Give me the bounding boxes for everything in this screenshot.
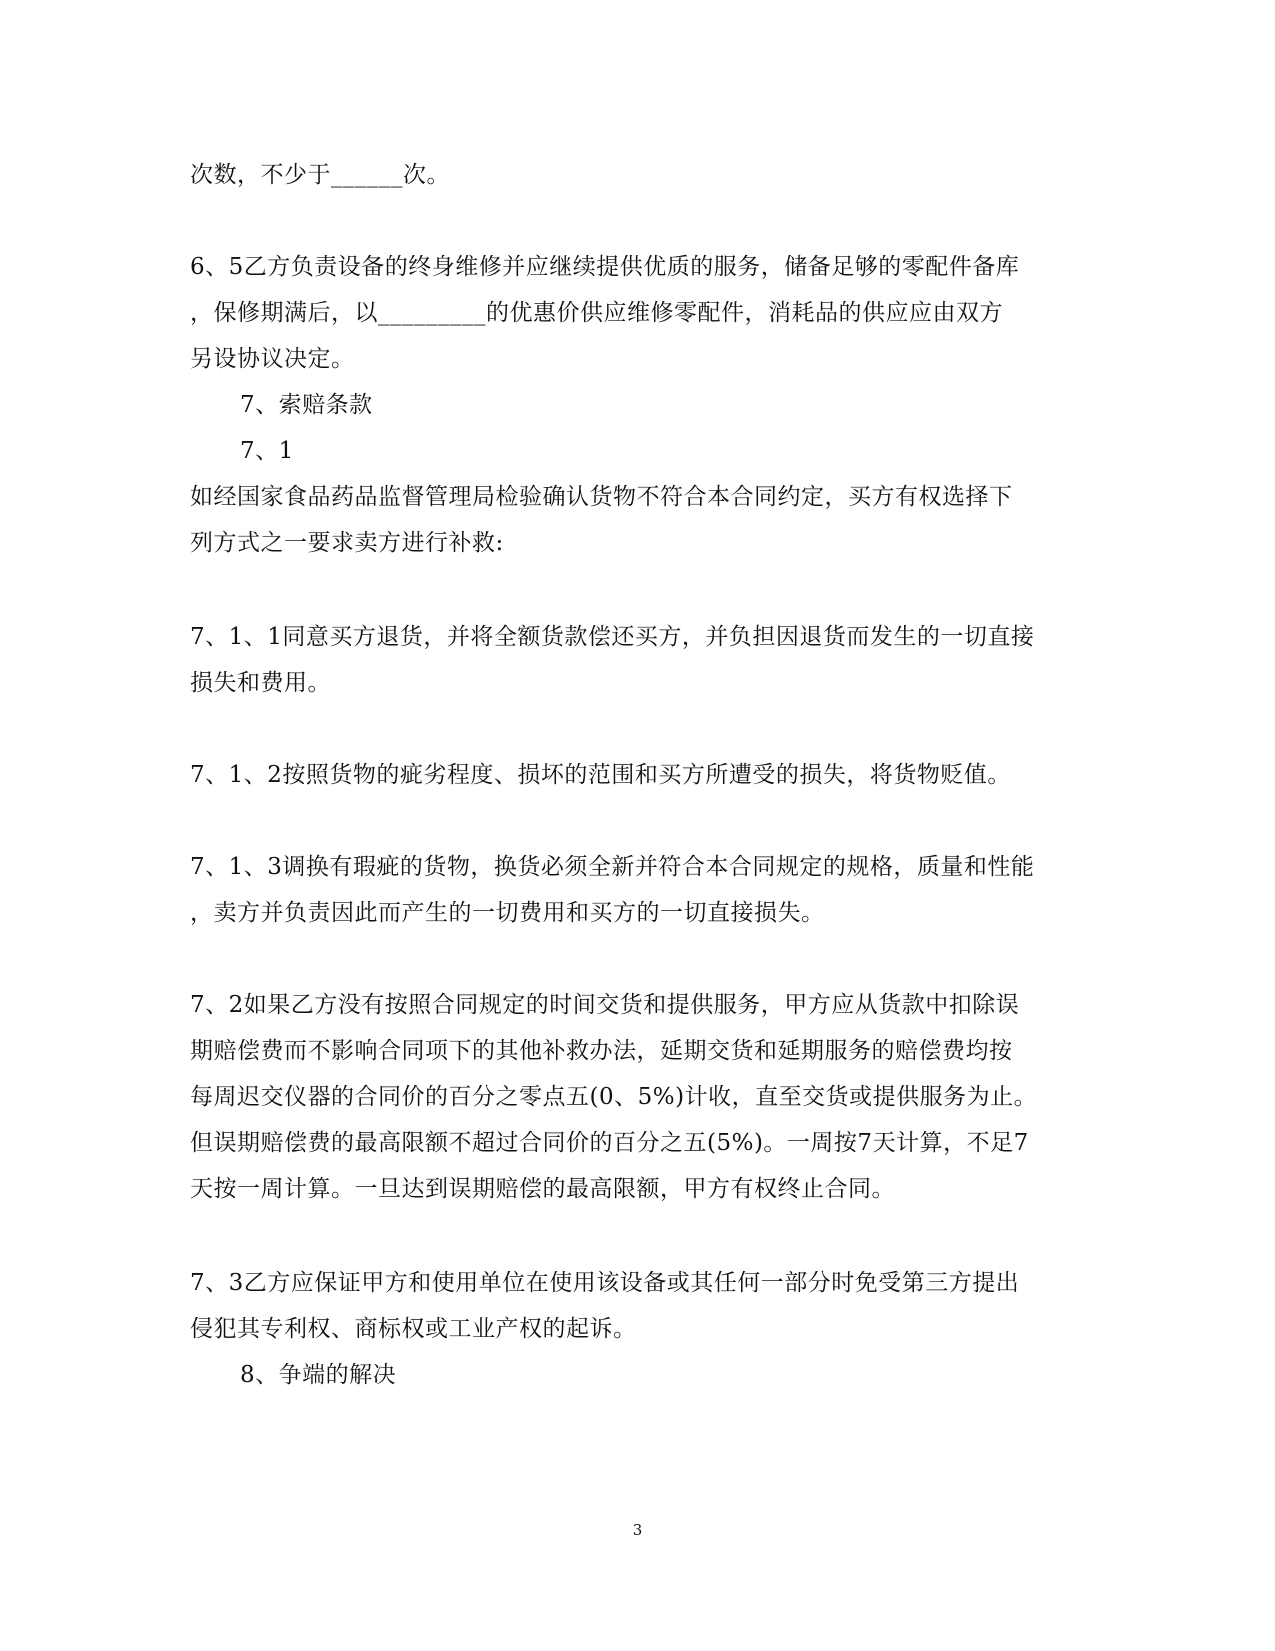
text-line: 损失和费用。 <box>190 670 331 696</box>
text-line: 天按一周计算。一旦达到误期赔偿的最高限额，甲方有权终止合同。 <box>190 1176 895 1202</box>
text-line: 6、5乙方负责设备的终身维修并应继续提供优质的服务，储备足够的零配件备库 <box>190 254 1020 280</box>
text-line: 7、3乙方应保证甲方和使用单位在使用该设备或其任何一部分时免受第三方提出 <box>190 1270 1020 1296</box>
text-line: 期赔偿费而不影响合同项下的其他补救办法，延期交货和延期服务的赔偿费均按 <box>190 1038 1013 1064</box>
text-line: 每周迟交仪器的合同价的百分之零点五(0、5%)计收，直至交货或提供服务为止。 <box>190 1084 1038 1110</box>
text-line: 7、1、3调换有瑕疵的货物，换货必须全新并符合本合同规定的规格，质量和性能 <box>190 854 1035 880</box>
text-line: ，保修期满后，以_________的优惠价供应维修零配件，消耗品的供应应由双方 <box>190 300 1003 326</box>
text-line: 如经国家食品药品监督管理局检验确认货物不符合本合同约定，买方有权选择下 <box>190 484 1013 510</box>
text-line: 但误期赔偿费的最高限额不超过合同价的百分之五(5%)。一周按7天计算，不足7 <box>190 1130 1029 1156</box>
text-line: 列方式之一要求卖方进行补救: <box>190 530 504 556</box>
text-line: 7、2如果乙方没有按照合同规定的时间交货和提供服务，甲方应从货款中扣除误 <box>190 992 1020 1018</box>
text-line: ，卖方并负责因此而产生的一切费用和买方的一切直接损失。 <box>190 900 825 926</box>
section-heading: 7、索赔条款 <box>240 392 373 418</box>
page-number: 3 <box>632 1521 643 1539</box>
text-line: 次数，不少于______次。 <box>190 162 450 188</box>
text-line: 另设协议决定。 <box>190 346 355 372</box>
subsection-number: 7、1 <box>240 438 294 464</box>
text-line: 7、1、2按照货物的疵劣程度、损坏的范围和买方所遭受的损失，将货物贬值。 <box>190 762 1011 788</box>
section-heading: 8、争端的解决 <box>240 1362 397 1388</box>
text-line: 侵犯其专利权、商标权或工业产权的起诉。 <box>190 1316 637 1342</box>
text-line: 7、1、1同意买方退货，并将全额货款偿还买方，并负担因退货而发生的一切直接 <box>190 624 1035 650</box>
